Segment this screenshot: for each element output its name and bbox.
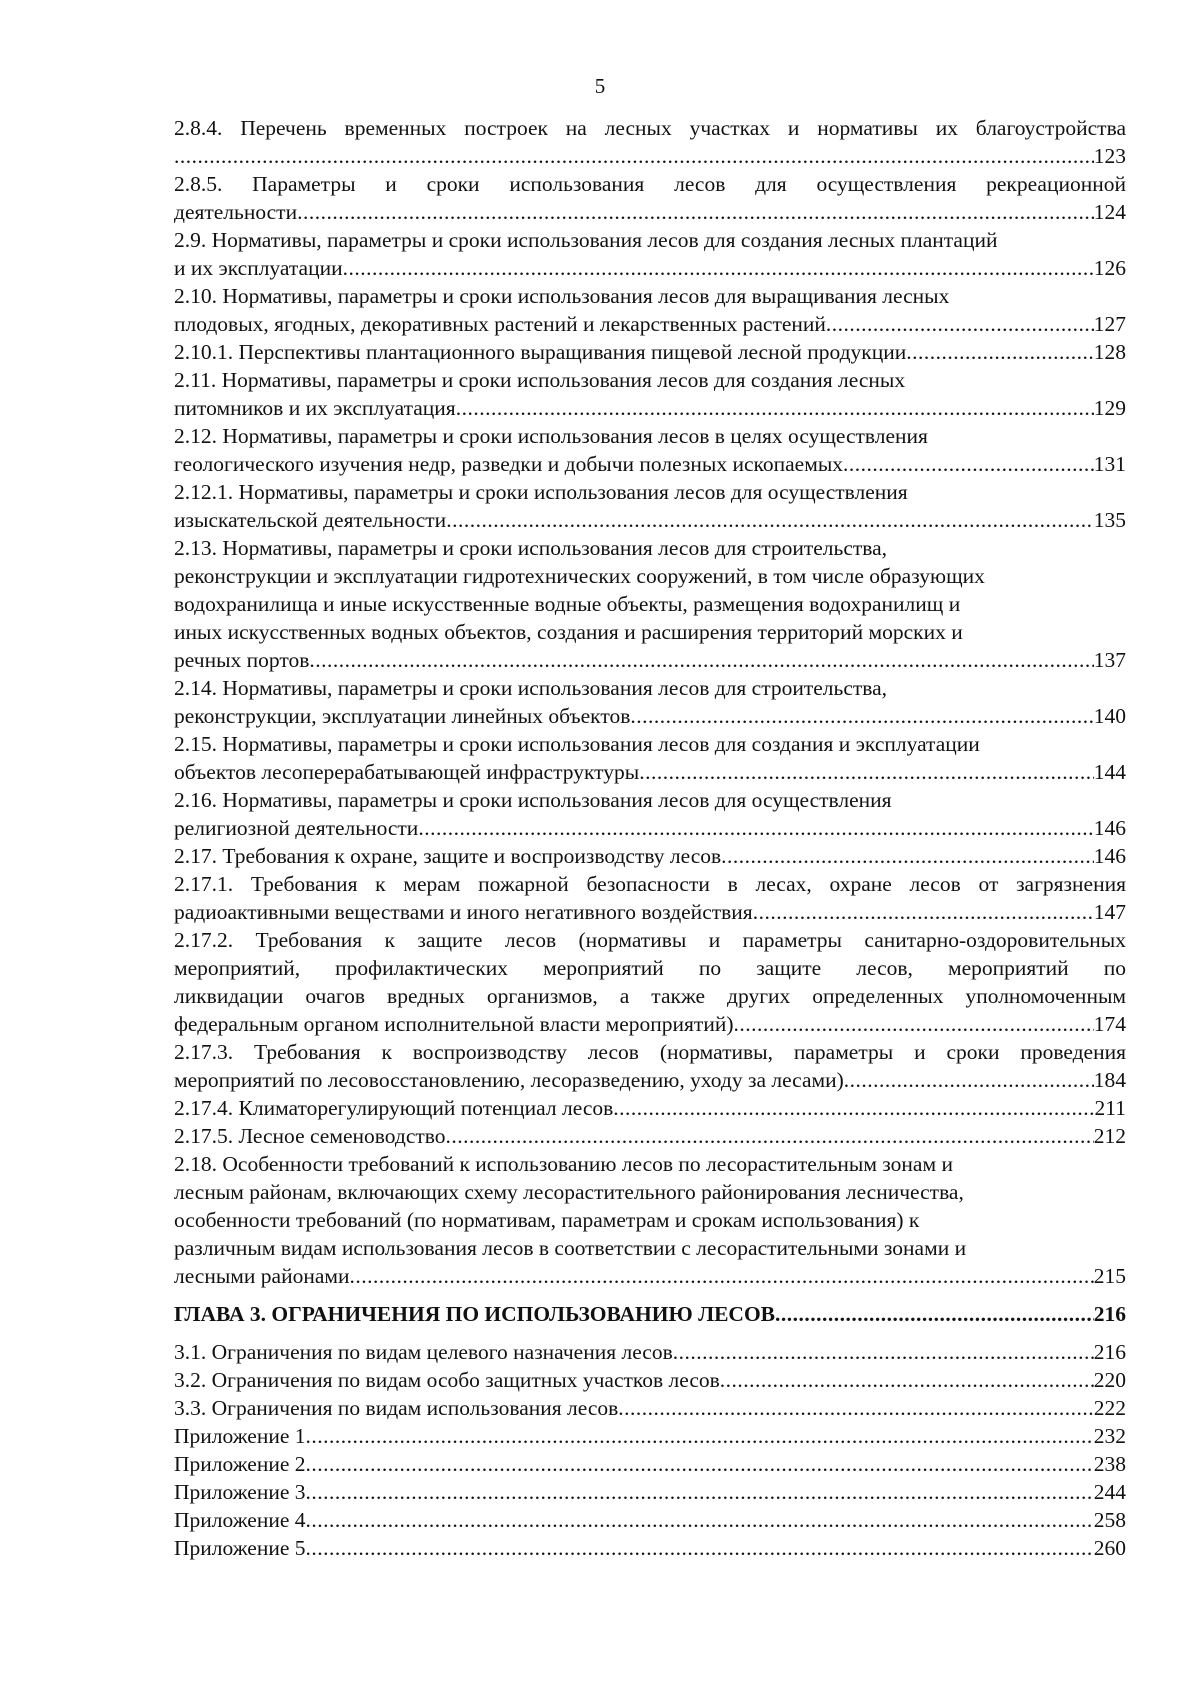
toc-entry-text: 2.10. Нормативы, параметры и сроки использования лесов для выращивания лесных <box>174 284 950 308</box>
toc-entry[interactable] <box>174 1394 1126 1422</box>
dot-leader <box>306 1534 1094 1562</box>
toc-page-number: 184 <box>1093 1068 1126 1092</box>
toc-entry-line <box>174 254 1126 282</box>
toc-entry-title: геологического изучения недр, разведки и добычи полезных ископаемых <box>174 452 844 476</box>
toc-entry[interactable] <box>174 282 1126 338</box>
toc-page-number: 128 <box>1093 340 1126 364</box>
toc-entry-title: Приложение 4 <box>174 1508 306 1532</box>
toc-entry-line <box>174 1506 1126 1534</box>
toc-entry-line <box>174 646 1126 674</box>
dot-leader <box>418 814 1093 842</box>
page-number: 5 <box>594 74 606 98</box>
dot-leader <box>350 1262 1094 1290</box>
dot-leader <box>734 1010 1094 1038</box>
toc-entry[interactable] <box>174 674 1126 730</box>
dot-leader <box>843 450 1094 478</box>
toc-entry-text: 2.17.3. Требования к воспроизводству лесов (нормативы, параметры и сроки проведения <box>174 1040 1126 1064</box>
dot-leader <box>844 1066 1094 1094</box>
toc-entry-line <box>174 198 1126 226</box>
toc-entry-text: 2.8.5. Параметры и сроки использования лесов для осуществления рекреационной <box>174 172 1126 196</box>
toc-page-number: 127 <box>1093 312 1126 336</box>
dot-leader <box>753 898 1094 926</box>
toc-entry-title: и их эксплуатации <box>174 256 343 280</box>
toc-entry[interactable] <box>174 1338 1126 1366</box>
toc-entry-title: лесными районами <box>174 1264 350 1288</box>
dot-leader <box>306 1422 1094 1450</box>
toc-page-number: 137 <box>1093 648 1126 672</box>
toc-page-number: 222 <box>1093 1396 1126 1420</box>
toc-entry[interactable] <box>174 1366 1126 1394</box>
toc-page-number: 126 <box>1093 256 1126 280</box>
toc-page-number: 216 <box>1093 1302 1126 1326</box>
toc-page-number: 212 <box>1093 1124 1126 1148</box>
toc-entry-title: ГЛАВА 3. ОГРАНИЧЕНИЯ ПО ИСПОЛЬЗОВАНИЮ ЛЕСОВ <box>174 1302 776 1326</box>
toc-entry[interactable] <box>174 1122 1126 1150</box>
toc-entry-title: Приложение 3 <box>174 1480 306 1504</box>
toc-page-number: 232 <box>1093 1424 1126 1448</box>
dot-leader <box>309 646 1093 674</box>
toc-entry-title: речных портов <box>174 648 310 672</box>
toc-entry[interactable] <box>174 422 1126 478</box>
toc-entry[interactable] <box>174 1506 1126 1534</box>
toc-entry-title: Приложение 5 <box>174 1536 306 1560</box>
toc-page-number: 260 <box>1093 1536 1126 1560</box>
toc-page-number: 146 <box>1093 844 1126 868</box>
toc-entry-line <box>174 1262 1126 1290</box>
toc-entry-line <box>174 1534 1126 1562</box>
dot-leader <box>720 1366 1094 1394</box>
toc-entry-line <box>174 898 1126 926</box>
toc-entry-title: деятельности <box>174 200 298 224</box>
toc-page-number: 147 <box>1093 900 1126 924</box>
dot-leader <box>906 338 1093 366</box>
toc-entry[interactable] <box>174 926 1126 1038</box>
dot-leader <box>618 1394 1093 1422</box>
toc-entry-line <box>174 394 1126 422</box>
toc-entry-line <box>174 338 1126 366</box>
toc-page-number: 220 <box>1093 1368 1126 1392</box>
toc-entry-text: 2.16. Нормативы, параметры и сроки использования лесов для осуществления <box>174 788 892 812</box>
toc-entry-text: реконструкции и эксплуатации гидротехнических сооружений, в том числе образующих <box>174 564 985 588</box>
toc-entry-text: 2.8.4. Перечень временных построек на лесных участках и нормативы их благоустройства <box>174 116 1126 140</box>
toc-entry[interactable] <box>174 534 1126 674</box>
toc-entry-title: религиозной деятельности <box>174 816 419 840</box>
toc-page-number: 123 <box>1093 144 1126 168</box>
toc-page-number: 146 <box>1093 816 1126 840</box>
toc-entry[interactable] <box>174 114 1126 170</box>
toc-entry-title: 2.10.1. Перспективы плантационного выращивания пищевой лесной продукции <box>174 340 907 364</box>
toc-page-number: 174 <box>1093 1012 1126 1036</box>
toc-entry-title: радиоактивными веществами и иного негативного воздействия <box>174 900 753 924</box>
dot-leader <box>306 1450 1094 1478</box>
toc-entry[interactable] <box>174 786 1126 842</box>
toc-entry[interactable] <box>174 1450 1126 1478</box>
toc-entry-line <box>174 1300 1126 1328</box>
toc-page-number: 140 <box>1093 704 1126 728</box>
toc-entry[interactable] <box>174 366 1126 422</box>
toc-entry-line <box>174 814 1126 842</box>
dot-leader <box>306 1506 1094 1534</box>
toc-entry-text: 2.17.1. Требования к мерам пожарной безопасности в лесах, охране лесов от загрязнения <box>174 872 1126 896</box>
dot-leader <box>639 758 1094 786</box>
dot-leader <box>174 142 1094 170</box>
toc-entry-title: федеральным органом исполнительной власти мероприятий) <box>174 1012 734 1036</box>
toc-entry[interactable] <box>174 870 1126 926</box>
toc-entry[interactable] <box>174 1038 1126 1094</box>
toc-entry-title: Приложение 2 <box>174 1452 306 1476</box>
toc-entry-text: 2.11. Нормативы, параметры и сроки использования лесов для создания лесных <box>174 368 906 392</box>
toc-entry-title: изыскательской деятельности <box>174 508 447 532</box>
toc-entry-title: реконструкции, эксплуатации линейных объектов <box>174 704 631 728</box>
toc-entry-text: 2.18. Особенности требований к использованию лесов по лесорастительным зонам и <box>174 1152 953 1176</box>
toc-entry[interactable] <box>174 730 1126 786</box>
toc-page-number: 124 <box>1093 200 1126 224</box>
toc-entry-text: лесным районам, включающих схему лесорастительного районирования лесничества, <box>174 1180 964 1204</box>
toc-page-number: 144 <box>1093 760 1126 784</box>
dot-leader <box>613 1094 1094 1122</box>
toc-entry[interactable] <box>174 478 1126 534</box>
toc-page-number: 215 <box>1093 1264 1126 1288</box>
toc-entry-title: мероприятий по лесовосстановлению, лесоразведению, уходу за лесами) <box>174 1068 844 1092</box>
toc-page-number: 258 <box>1093 1508 1126 1532</box>
toc-entry-text: иных искусственных водных объектов, создания и расширения территорий морских и <box>174 620 963 644</box>
toc-entry[interactable] <box>174 1478 1126 1506</box>
toc-entry-line <box>174 142 1126 170</box>
toc-entry[interactable] <box>174 842 1126 870</box>
toc-chapter-heading[interactable] <box>174 1300 1126 1328</box>
dot-leader <box>297 198 1094 226</box>
dot-leader <box>446 506 1094 534</box>
toc-page-number: 216 <box>1093 1340 1126 1364</box>
toc-entry-title: 3.2. Ограничения по видам особо защитных участков лесов <box>174 1368 720 1392</box>
toc-entry-title: 3.1. Ограничения по видам целевого назначения лесов <box>174 1340 673 1364</box>
toc-entry[interactable] <box>174 170 1126 226</box>
toc-entry-line <box>174 1450 1126 1478</box>
toc-entry-line <box>174 450 1126 478</box>
toc-entry-line <box>174 758 1126 786</box>
toc-entry-text: 2.12. Нормативы, параметры и сроки использования лесов в целях осуществления <box>174 424 928 448</box>
dot-leader <box>446 1122 1094 1150</box>
toc-entry[interactable] <box>174 338 1126 366</box>
toc-page-number: 211 <box>1094 1096 1126 1120</box>
toc-entry-title: питомников и их эксплуатация <box>174 396 456 420</box>
toc-page-number: 238 <box>1093 1452 1126 1476</box>
toc-entry-title: 2.17.4. Климаторегулирующий потенциал лесов <box>174 1096 614 1120</box>
toc-page-number: 131 <box>1093 452 1126 476</box>
toc-page-number: 135 <box>1093 508 1126 532</box>
toc-entry-text: 2.14. Нормативы, параметры и сроки использования лесов для строительства, <box>174 676 888 700</box>
toc-entry-line <box>174 1094 1126 1122</box>
toc-entry-title: Приложение 1 <box>174 1424 306 1448</box>
toc-entry-text: мероприятий, профилактических мероприятий по защите лесов, мероприятий по <box>174 956 1126 980</box>
toc-entry-text: особенности требований (по нормативам, параметрам и срокам использования) к <box>174 1208 920 1232</box>
toc-entry-text: 2.13. Нормативы, параметры и сроки использования лесов для строительства, <box>174 536 888 560</box>
toc-entry-text: 2.17.2. Требования к защите лесов (нормативы и параметры санитарно-оздоровительных <box>174 928 1126 952</box>
toc-entry-title: плодовых, ягодных, декоративных растений и лекарственных растений <box>174 312 826 336</box>
toc-entry-line <box>174 1066 1126 1094</box>
dot-leader <box>306 1478 1094 1506</box>
dot-leader <box>343 254 1094 282</box>
dot-leader <box>630 702 1093 730</box>
toc-entry-line <box>174 1422 1126 1450</box>
toc-entry-title: 2.17.5. Лесное семеноводство <box>174 1124 446 1148</box>
toc-entry-line <box>174 1122 1126 1150</box>
dot-leader <box>775 1300 1094 1328</box>
toc-entry[interactable] <box>174 1534 1126 1562</box>
toc-entry-line <box>174 310 1126 338</box>
toc-entry-title: 3.3. Ограничения по видам использования лесов <box>174 1396 619 1420</box>
toc-entry[interactable] <box>174 1422 1126 1450</box>
toc-entry-line <box>174 842 1126 870</box>
toc-entry-line <box>174 1478 1126 1506</box>
toc-entry-line <box>174 1010 1126 1038</box>
toc-entry-line <box>174 702 1126 730</box>
toc-entry-text: 2.15. Нормативы, параметры и сроки использования лесов для создания и эксплуатации <box>174 732 980 756</box>
toc-entry-line <box>174 1366 1126 1394</box>
toc-entry-text: различным видам использования лесов в соответствии с лесорастительными зонами и <box>174 1236 967 1260</box>
toc-page-number: 244 <box>1093 1480 1126 1504</box>
toc-entry-line <box>174 1394 1126 1422</box>
toc-entry-line <box>174 1338 1126 1366</box>
toc-entry-text: 2.9. Нормативы, параметры и сроки использования лесов для создания лесных плантаций <box>174 228 998 252</box>
toc-entry[interactable] <box>174 1094 1126 1122</box>
toc-entry-title: 2.17. Требования к охране, защите и воспроизводству лесов <box>174 844 722 868</box>
toc-entry-title: объектов лесоперерабатывающей инфраструктуры <box>174 760 640 784</box>
toc-entry-text: 2.12.1. Нормативы, параметры и сроки использования лесов для осуществления <box>174 480 908 504</box>
toc-entry[interactable] <box>174 1150 1126 1290</box>
toc-entry-text: ликвидации очагов вредных организмов, а также других определенных уполномоченным <box>174 984 1126 1008</box>
toc-page-number: 129 <box>1093 396 1126 420</box>
dot-leader <box>456 394 1094 422</box>
toc-entry-line <box>174 506 1126 534</box>
dot-leader <box>721 842 1094 870</box>
dot-leader <box>673 1338 1094 1366</box>
toc-entry[interactable] <box>174 226 1126 282</box>
dot-leader <box>826 310 1094 338</box>
toc-entry-text: водохранилища и иные искусственные водные объекты, размещения водохранилищ и <box>174 592 961 616</box>
table-of-contents <box>174 114 1126 1562</box>
